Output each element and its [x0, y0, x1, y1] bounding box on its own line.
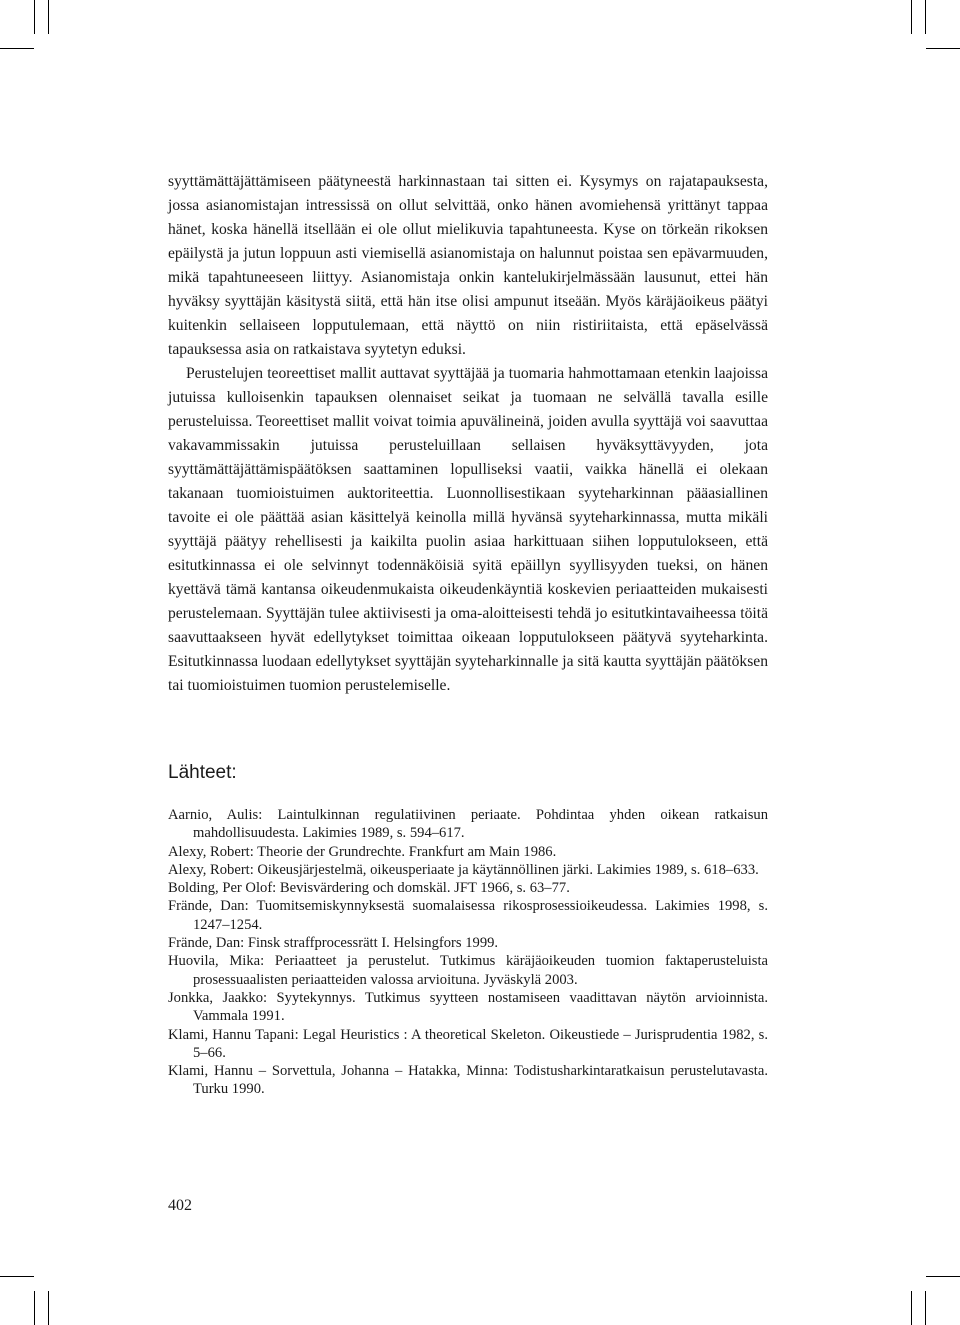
crop-mark-top-right-h — [926, 48, 960, 49]
crop-mark-bottom-right-v2 — [925, 1291, 926, 1325]
crop-mark-bottom-left-v2 — [48, 1291, 49, 1325]
reference-item: Frände, Dan: Finsk straffprocessrätt I. Helsingfors 1999. — [168, 935, 499, 952]
references-list — [168, 806, 768, 1099]
reference-item: Klami, Hannu Tapani: Legal Heuristics : A theoretical Skeleton. Oikeustiede – Jurisprudentia 1982, s. 5–66. — [168, 1026, 768, 1061]
reference-item: Klami, Hannu – Sorvettula, Johanna – Hatakka, Minna: Todistusharkintaratkaisun perustelutavasta. Turku 1990. — [168, 1063, 768, 1098]
reference-item: Bolding, Per Olof: Bevisvärdering och domskäl. JFT 1966, s. 63–77. — [168, 880, 570, 897]
body-text — [168, 170, 768, 698]
reference-item: Huovila, Mika: Periaatteet ja perustelut. Tutkimus käräjäoikeuden tuomion faktaperusteluista prosessuaalisten periaatteiden valossa arvioituna. Jyväskylä 2003. — [168, 953, 768, 988]
crop-mark-top-right-v2 — [925, 0, 926, 34]
crop-mark-bottom-right-v — [911, 1291, 912, 1325]
crop-mark-top-left-v — [48, 0, 49, 34]
page-number: 402 — [168, 1197, 192, 1214]
references-heading: Lähteet: — [168, 762, 237, 783]
crop-mark-top-right-v — [911, 0, 912, 34]
reference-item: Jonkka, Jaakko: Syytekynnys. Tutkimus syytteen nostamiseen vaadittavan näytön arvioinnista. Vammala 1991. — [168, 989, 768, 1025]
crop-mark-top-left-h — [0, 48, 34, 49]
crop-mark-top-left-v2 — [34, 0, 35, 34]
reference-item: Alexy, Robert: Oikeusjärjestelmä, oikeusperiaate ja käytännöllinen järki. Lakimies 1989, s. 618–633. — [168, 861, 759, 878]
reference-item: Frände, Dan: Tuomitsemiskynnyksestä suomalaisessa rikosprosessioikeudessa. Lakimies 1998, s. 1247–1254. — [168, 898, 768, 933]
crop-mark-bottom-right-h — [926, 1276, 960, 1277]
reference-item: Alexy, Robert: Theorie der Grundrechte. Frankfurt am Main 1986. — [168, 843, 557, 860]
crop-mark-bottom-left-v — [34, 1291, 35, 1325]
body-paragraph-2: Perustelujen teoreettiset mallit auttavat syyttäjää ja tuomaria hahmottamaan etenkin laajoissa jutuissa kulloisenkin tapauksen olennaiset seikat ja tuomaan ne selvällä tavalla esille perusteluissa. Teoreettiset mallit voivat toimia apuvälineinä, joiden avulla syyttäjä voi saavuttaa vakavammissakin jutuissa perusteluillaan sellaisen hyväksyttävyyden, jota syyttämättäjättämispäätöksen saattaminen lopulliseksi vaatii, vaikka hänellä ei olekaan takanaan tuomioistuimen auktoriteettia. Luonnollisestikaan syyteharkinnan pääasiallinen tavoite ei ole päättää asian käsittelyä keinolla millä hyvänsä syyteharkinnassa, mutta mikäli syyttäjä päätyy rehellisesti ja kaikilta puolin asiaa harkittuaan siihen lopputulokseen, että esitutkinnassa ei ole selvinnyt todennäköisiä syitä epäillyn syyllisyyden tueksi, on hänen kyettävä tämä kantansa oikeudenmukaista oikeudenkäyntiä koskevien periaatteiden mukaisesti perustelemaan. Syyttäjän tulee aktiivisesti ja oma-aloitteisesti tehdä jo esitutkintavaiheessa töitä saavuttaakseen hyvät edellytykset toimittaa oikeaan lopputulokseen päätyvä syyteharkinta. Esitutkinnassa luodaan edellytykset syyttäjän syyteharkinnalle ja sitä kautta syyttäjän päätöksen tai tuomioistuimen tuomion perustelemiselle. — [168, 365, 768, 694]
crop-mark-bottom-left-h — [0, 1276, 34, 1277]
body-paragraph-1: syyttämättäjättämiseen päätyneestä harkinnastaan tai sitten ei. Kysymys on rajatapauksesta, jossa asianomistajan intressissä on ollut selvittää, onko hänen avomiehensä yrittänyt tappaa hänet, koska hänellä itsellään ei ole ollut mielikuvia tapahtuneesta. Kyse on törkeän rikoksen epäilystä ja jutun loppuun asti viemisellä asianomistaja on halunnut poistaa sen epävarmuuden, mikä tapahtuneeseen liittyy. Asianomistaja onkin kantelukirjelmässään lausunut, ettei hän hyväksy syyttäjän käsitystä siitä, että hän itse olisi ampunut itseään. Myös käräjäoikeus päätyi kuitenkin sellaiseen lopputulemaan, että näyttö on niin ristiriitaista, että epäselvässä tapauksessa asia on ratkaistava syytetyn eduksi. — [168, 173, 768, 358]
reference-item: Aarnio, Aulis: Laintulkinnan regulatiivinen periaate. Pohdintaa yhden oikean ratkaisun mahdollisuudesta. Lakimies 1989, s. 594–617. — [168, 807, 768, 842]
